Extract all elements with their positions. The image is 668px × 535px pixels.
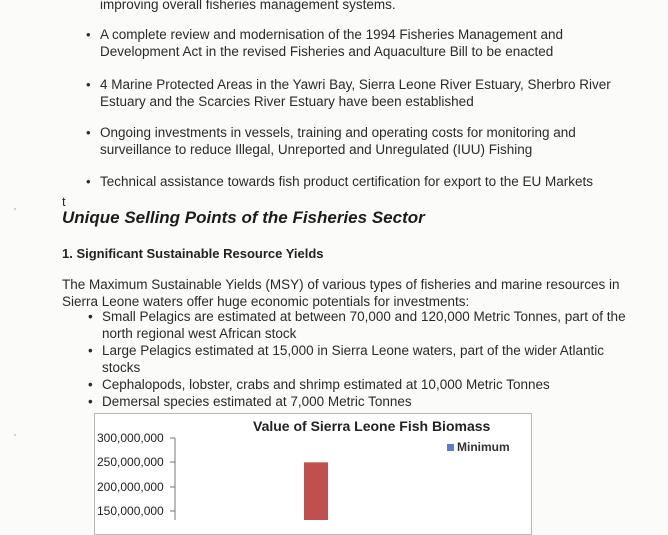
sub-heading: 1. Significant Sustainable Resource Yields	[62, 246, 324, 261]
y-tick-label: 150,000,000	[97, 504, 164, 518]
list-item: • 4 Marine Protected Areas in the Yawri Bay, Sierra Leone River Estuary, Sherbro River Estuary and the Scarcies River Estuary have been established	[100, 76, 645, 110]
y-tick-label: 250,000,000	[97, 455, 164, 469]
chart-title: Value of Sierra Leone Fish Biomass	[253, 418, 491, 434]
list-item: • Technical assistance towards fish product certification for export to the EU Markets	[100, 173, 645, 190]
legend-label: Minimum	[457, 440, 510, 454]
stray-character: t	[62, 194, 66, 209]
list-item: • Demersal species estimated at 7,000 Metric Tonnes	[102, 393, 642, 410]
list-item: • Cephalopods, lobster, crabs and shrimp estimated at 10,000 Metric Tonnes	[102, 376, 642, 393]
y-tick-label: 200,000,000	[97, 480, 164, 494]
list-item: • Ongoing investments in vessels, training and operating costs for monitoring and surveillance to reduce Illegal, Unreported and Unregulated (IUU) Fishing	[100, 124, 645, 158]
msy-paragraph: The Maximum Sustainable Yields (MSY) of various types of fisheries and marine resources in Sierra Leone waters offer huge economic potentials for investments:	[62, 277, 620, 309]
margin-mark: '	[14, 207, 16, 218]
chart-bar	[304, 462, 328, 520]
section-heading: Unique Selling Points of the Fisheries Sector	[62, 208, 425, 227]
list-item: • A complete review and modernisation of the 1994 Fisheries Management and Development Act in the revised Fisheries and Aquaculture Bill to be enacted	[100, 26, 645, 60]
list-item: • Small Pelagics are estimated at between 70,000 and 120,000 Metric Tonnes, part of the north regional west African stock	[102, 308, 642, 342]
margin-mark: '	[14, 433, 16, 444]
list-item: • Large Pelagics estimated at 15,000 in Sierra Leone waters, part of the wider Atlantic stocks	[102, 342, 642, 376]
y-tick-label: 300,000,000	[97, 431, 164, 445]
intro-line: improving overall fisheries management systems.	[100, 0, 396, 12]
